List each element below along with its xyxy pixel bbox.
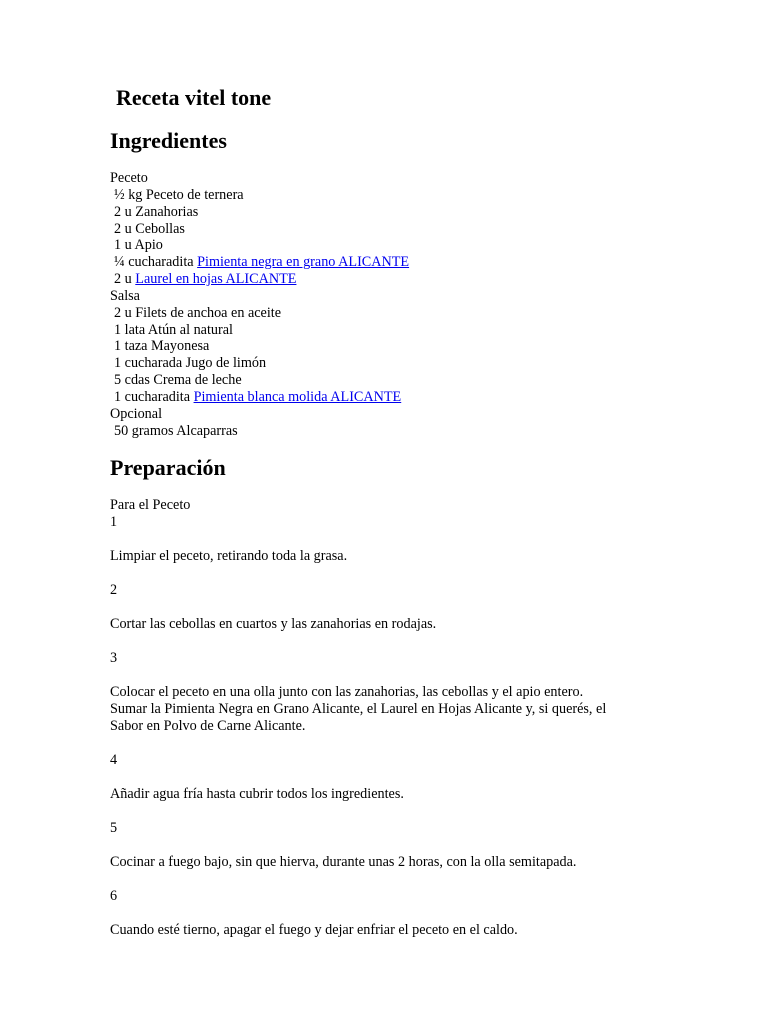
ingredient-item xyxy=(110,204,409,221)
step-number: 6 xyxy=(110,888,118,904)
step-text xyxy=(110,786,730,803)
ingredient-text: 1 u Apio xyxy=(114,237,163,254)
ingredient-group-label xyxy=(110,288,409,305)
step-text-line: Añadir agua fría hasta cubrir todos los ingredientes. xyxy=(110,786,404,802)
ingredient-product-link[interactable]: Laurel en hojas ALICANTE xyxy=(135,271,297,288)
step-number: 1 xyxy=(110,514,118,530)
ingredient-text: 1 lata Atún al natural xyxy=(114,321,233,338)
step-text-line: Colocar el peceto en una olla junto con las zanahorias, las cebollas y el apio entero. xyxy=(110,684,584,700)
step-text xyxy=(110,684,730,735)
ingredient-product-link[interactable]: Pimienta blanca molida ALICANTE xyxy=(193,388,402,405)
ingredient-item xyxy=(110,237,409,254)
step-text-line: Cuando esté tierno, apagar el fuego y dejar enfriar el peceto en el caldo. xyxy=(110,922,518,938)
step-text-line: Limpiar el peceto, retirando toda la grasa. xyxy=(110,548,348,564)
ingredient-text: Peceto xyxy=(110,170,148,186)
ingredient-text: Salsa xyxy=(110,287,140,304)
ingredients-list xyxy=(110,170,409,440)
ingredient-item xyxy=(110,322,409,339)
ingredient-item xyxy=(110,355,409,372)
step-text xyxy=(110,922,730,939)
step-text-line: Cortar las cebollas en cuartos y las zanahorias en rodajas. xyxy=(110,616,437,632)
ingredient-text: 1 cucharada Jugo de limón xyxy=(114,355,267,372)
ingredient-item xyxy=(110,187,409,204)
recipe-title: Receta vitel tone xyxy=(116,85,272,110)
ingredient-text: ¼ cucharadita xyxy=(114,254,198,271)
step-text-line: Cocinar a fuego bajo, sin que hierva, durante unas 2 horas, con la olla semitapada. xyxy=(110,854,577,870)
ingredient-text: 5 cdas Crema de leche xyxy=(114,372,242,389)
ingredient-text: 50 gramos Alcaparras xyxy=(114,422,238,439)
ingredient-item xyxy=(110,423,409,440)
preparation-heading: Preparación xyxy=(110,455,226,480)
ingredient-item xyxy=(110,271,409,288)
ingredient-item xyxy=(110,254,409,271)
preparation-steps xyxy=(110,497,730,939)
ingredients-heading: Ingredientes xyxy=(110,128,227,153)
step-text-line: Sumar la Pimienta Negra en Grano Alicante, el Laurel en Hojas Alicante y, si querés, el xyxy=(110,701,607,717)
ingredient-item xyxy=(110,389,409,406)
ingredient-text: ½ kg Peceto de ternera xyxy=(114,186,244,203)
step-number: 4 xyxy=(110,752,118,768)
preparation-subtitle: Para el Peceto xyxy=(110,497,191,513)
step-number: 5 xyxy=(110,820,118,836)
ingredient-text: 1 taza Mayonesa xyxy=(114,338,210,355)
step-text-line: Sabor en Polvo de Carne Alicante. xyxy=(110,718,306,734)
ingredient-item xyxy=(110,305,409,322)
ingredient-text: 2 u Cebollas xyxy=(114,220,185,237)
ingredient-text: Opcional xyxy=(110,405,163,422)
ingredient-group-label xyxy=(110,406,409,423)
ingredient-group-label xyxy=(110,170,409,187)
ingredient-item xyxy=(110,221,409,238)
step-text xyxy=(110,616,730,633)
ingredient-item xyxy=(110,372,409,389)
ingredient-item xyxy=(110,338,409,355)
step-text xyxy=(110,854,730,871)
ingredient-text: 2 u xyxy=(114,271,136,288)
step-number: 3 xyxy=(110,650,118,666)
ingredient-text: 2 u Zanahorias xyxy=(114,203,199,220)
ingredient-text: 2 u Filets de anchoa en aceite xyxy=(114,304,282,321)
step-number: 2 xyxy=(110,582,118,598)
ingredient-text: 1 cucharadita xyxy=(114,388,194,405)
step-text xyxy=(110,548,730,565)
ingredient-product-link[interactable]: Pimienta negra en grano ALICANTE xyxy=(197,254,410,271)
